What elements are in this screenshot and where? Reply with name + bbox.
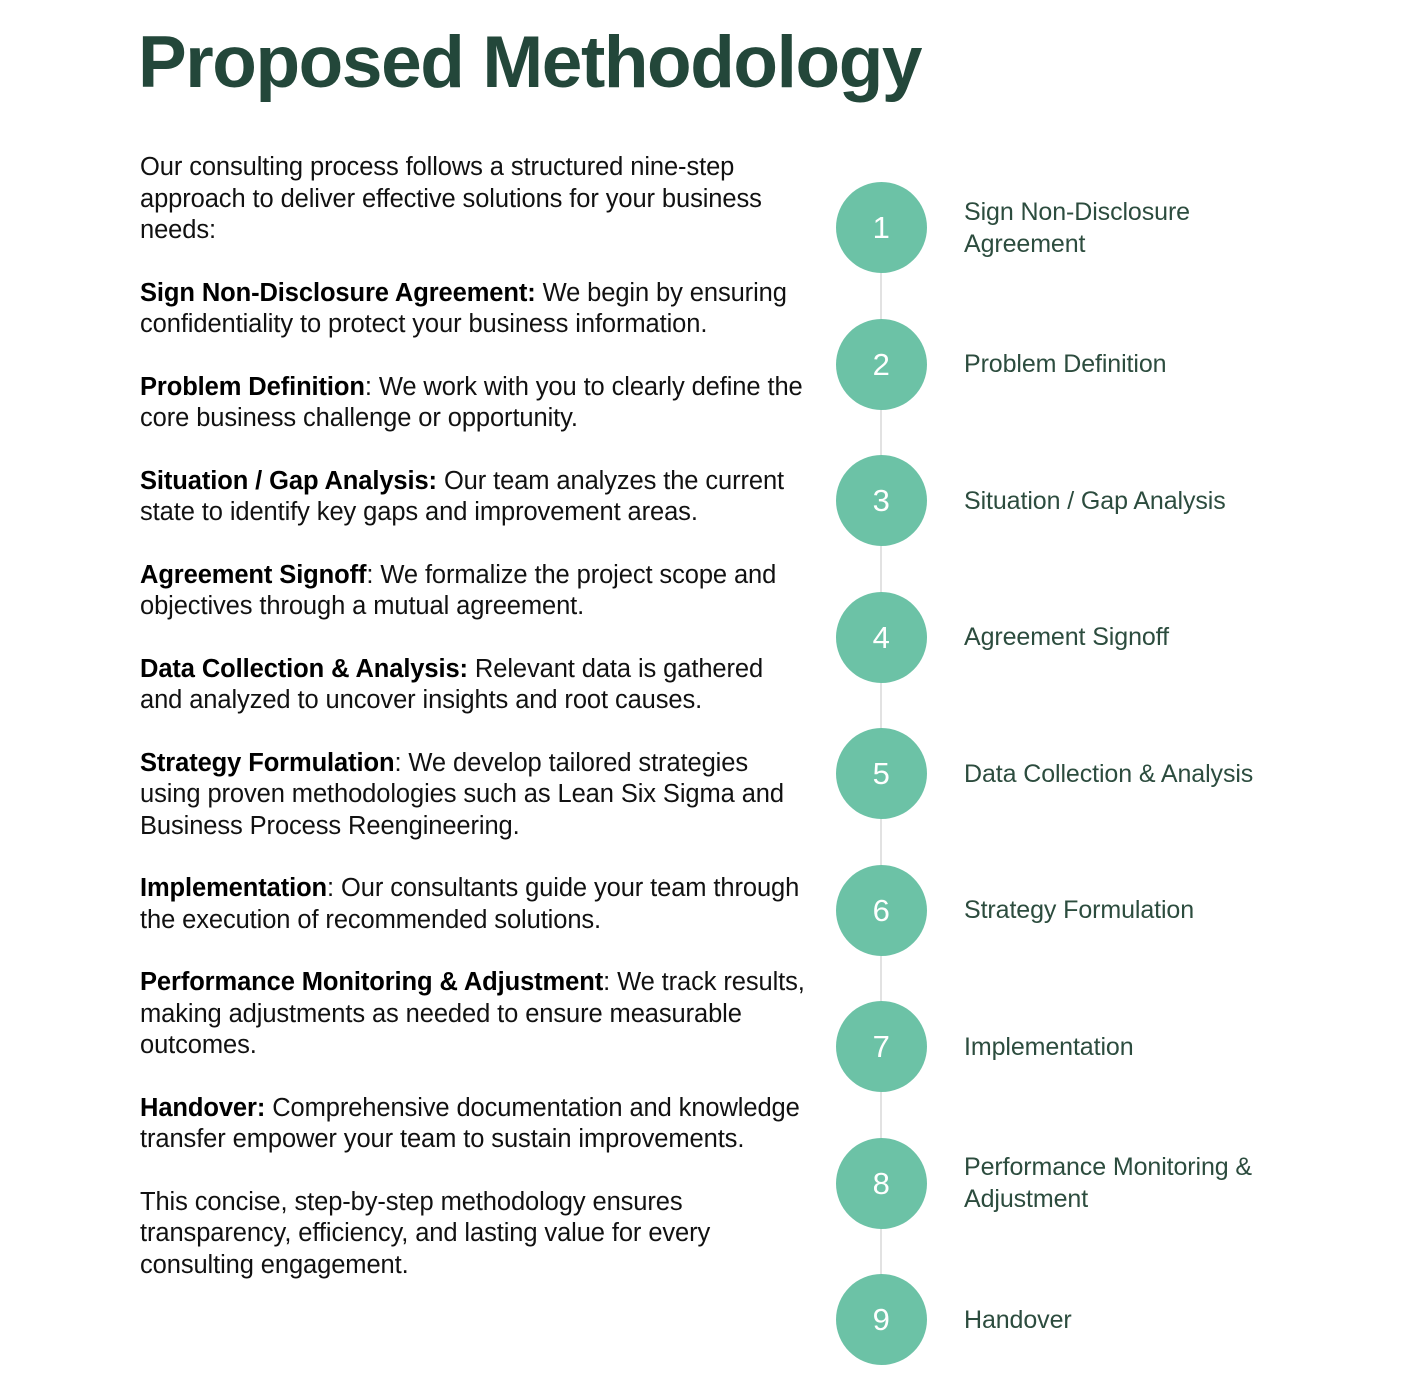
timeline-step-7-label: Implementation xyxy=(964,1032,1134,1061)
step-paragraph-1-rest: We begin by ensuring confidentiality to protect your business information. xyxy=(140,278,787,338)
timeline-step-1-circle xyxy=(836,182,927,273)
methodology-description-column xyxy=(140,152,810,1281)
step-paragraph-3-lead: Situation / Gap Analysis: xyxy=(140,466,437,495)
page-title: Proposed Methodology xyxy=(138,22,922,103)
timeline-step-2-circle xyxy=(836,319,927,410)
step-paragraph-3-rest: Our team analyzes the current state to identify key gaps and improvement areas. xyxy=(140,466,785,526)
timeline-step-4[interactable] xyxy=(836,592,1306,683)
timeline-step-2[interactable] xyxy=(836,319,1306,410)
step-paragraph-8-lead: Performance Monitoring & Adjustment xyxy=(140,968,604,996)
step-paragraph-4 xyxy=(140,560,810,623)
step-paragraph-1 xyxy=(140,278,810,341)
step-paragraph-8-rest: : We track results, making adjustments as needed to ensure measurable outcomes. xyxy=(140,968,805,1059)
methodology-timeline xyxy=(836,182,1306,1372)
timeline-step-8-circle xyxy=(836,1138,927,1229)
step-paragraph-1-lead: Sign Non-Disclosure Agreement: xyxy=(140,278,536,307)
timeline-step-7-circle xyxy=(836,1001,927,1092)
timeline-step-2-number: 2 xyxy=(872,346,891,382)
timeline-step-5-number: 5 xyxy=(872,756,891,791)
intro-text: Our consulting process follows a structured nine-step approach to deliver effective solutions for your business needs: xyxy=(140,153,762,244)
step-paragraph-7 xyxy=(140,873,810,936)
timeline-step-8-number: 8 xyxy=(872,1165,891,1201)
timeline-step-6[interactable] xyxy=(836,865,1306,956)
intro-paragraph xyxy=(140,152,810,247)
timeline-step-6-number: 6 xyxy=(872,892,891,928)
timeline-step-4-label: Agreement Signoff xyxy=(964,623,1169,651)
timeline-step-9-label: Handover xyxy=(964,1305,1072,1334)
timeline-step-1-number: 1 xyxy=(872,210,891,245)
timeline-step-3-number: 3 xyxy=(872,483,891,518)
step-paragraph-9 xyxy=(140,1093,810,1156)
step-paragraph-2-lead: Problem Definition xyxy=(140,372,365,401)
step-paragraph-3 xyxy=(140,466,810,529)
timeline-step-3[interactable] xyxy=(836,455,1306,546)
timeline-step-1[interactable] xyxy=(836,182,1306,273)
closing-paragraph xyxy=(140,1187,810,1282)
timeline-step-1-label: Sign Non-Disclosure Agreement xyxy=(964,197,1190,258)
step-paragraph-5-rest: Relevant data is gathered and analyzed to uncover insights and root causes. xyxy=(140,654,764,714)
timeline-step-8[interactable] xyxy=(836,1138,1306,1229)
step-paragraph-7-rest: : Our consultants guide your team through the execution of recommended solutions. xyxy=(140,874,800,934)
step-paragraph-6-lead: Strategy Formulation xyxy=(140,748,395,777)
step-paragraph-9-lead: Handover: xyxy=(140,1093,266,1122)
timeline-step-6-label: Strategy Formulation xyxy=(964,896,1195,924)
timeline-step-9-number: 9 xyxy=(872,1302,891,1337)
timeline-step-3-label: Situation / Gap Analysis xyxy=(964,486,1226,515)
step-paragraph-2-rest: : We work with you to clearly define the core business challenge or opportunity. xyxy=(140,372,803,432)
step-paragraph-8 xyxy=(140,967,810,1062)
step-paragraph-5-lead: Data Collection & Analysis: xyxy=(140,654,468,683)
timeline-step-3-circle xyxy=(836,455,927,546)
timeline-step-7[interactable] xyxy=(836,1001,1306,1092)
timeline-step-9-circle xyxy=(836,1274,927,1365)
timeline-step-4-circle xyxy=(836,592,927,683)
timeline-step-5-circle xyxy=(836,728,927,819)
step-paragraph-5 xyxy=(140,654,810,717)
timeline-step-4-number: 4 xyxy=(872,619,891,655)
closing-text: This concise, step-by-step methodology ensures transparency, efficiency, and lasting value for every consulting engagement. xyxy=(140,1187,711,1279)
step-paragraph-6 xyxy=(140,748,810,843)
timeline-step-8-label: Performance Monitoring & Adjustment xyxy=(964,1153,1253,1213)
timeline-step-9[interactable] xyxy=(836,1274,1306,1365)
step-paragraph-4-lead: Agreement Signoff xyxy=(140,560,367,589)
step-paragraph-7-lead: Implementation xyxy=(140,874,328,902)
timeline-step-5-label: Data Collection & Analysis xyxy=(964,759,1254,788)
step-paragraph-9-rest: Comprehensive documentation and knowledge transfer empower your team to sustain improvements. xyxy=(140,1093,800,1153)
timeline-step-6-circle xyxy=(836,865,927,956)
timeline-step-5[interactable] xyxy=(836,728,1306,819)
step-paragraph-4-rest: : We formalize the project scope and objectives through a mutual agreement. xyxy=(140,560,777,620)
step-paragraph-2 xyxy=(140,372,810,435)
timeline-step-7-number: 7 xyxy=(872,1029,891,1064)
timeline-step-2-label: Problem Definition xyxy=(964,350,1167,378)
step-paragraph-6-rest: : We develop tailored strategies using proven methodologies such as Lean Six Sigma and Business Process Reengineering. xyxy=(140,748,784,840)
